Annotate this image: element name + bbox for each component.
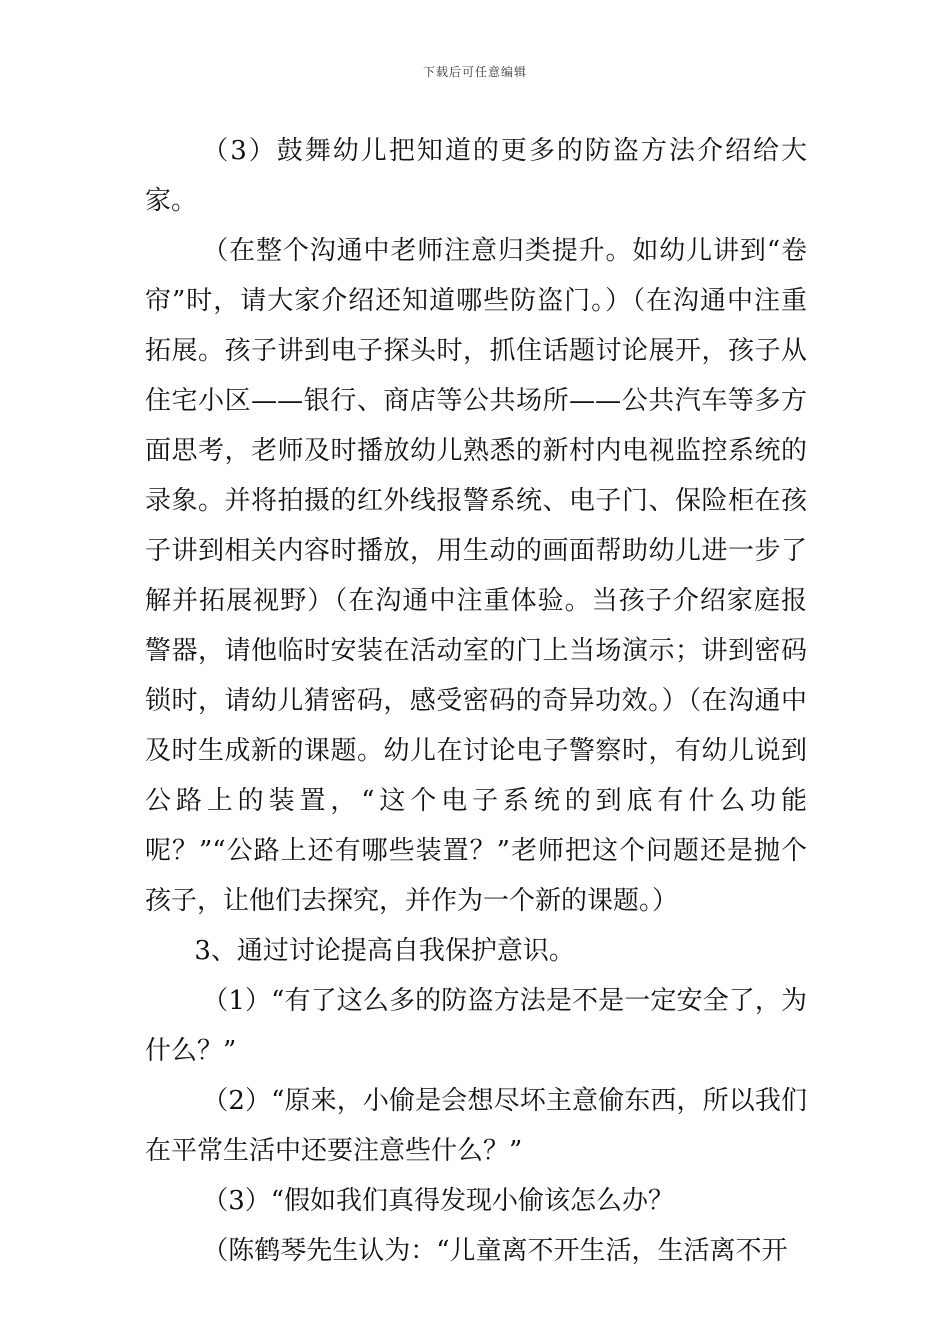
document-body <box>145 126 807 1276</box>
paragraph-communication-notes: （在整个沟通中老师注意归类提升。如幼儿讲到“卷帘”时，请大家介绍还知道哪些防盗门。）（在沟通中注重拓展。孩子讲到电子探头时，抓住话题讨论展开，孩子从住宅小区——银行、商店等公共场所——公共汽车等多方面思考，老师及时播放幼儿熟悉的新村内电视监控系统的录象。并将拍摄的红外线报警系统、电子门、保险柜在孩子讲到相关内容时播放，用生动的画面帮助幼儿进一步了解并拓展视野）（在沟通中注重体验。当孩子介绍家庭报警器，请他临时安装在活动室的门上当场演示；讲到密码锁时，请幼儿猜密码，感受密码的奇异功效。）（在沟通中及时生成新的课题。幼儿在讨论电子警察时，有幼儿说到公路上的装置，“这个电子系统的到底有什么功能呢？”“公路上还有哪些装置？”老师把这个问题还是抛个孩子，让他们去探究，并作为一个新的课题。） <box>145 236 807 916</box>
paragraph-step-3-encourage: （3）鼓舞幼儿把知道的更多的防盗方法介绍给大家。 <box>145 136 807 216</box>
page-header-note: 下载后可任意编辑 <box>422 65 527 79</box>
paragraph-section-3-heading: 3、通过讨论提高自我保护意识。 <box>194 936 575 966</box>
paragraph-chen-heqin-quote: （陈鹤琴先生认为：“儿童离不开生活，生活离不开 <box>202 1236 788 1266</box>
paragraph-question-3: （3）“假如我们真得发现小偷该怎么办？ <box>202 1186 675 1216</box>
paragraph-question-1: （1）“有了这么多的防盗方法是不是一定安全了，为什么？” <box>145 986 807 1066</box>
paragraph-question-2: （2）“原来，小偷是会想尽坏主意偷东西，所以我们在平常生活中还要注意些什么？” <box>145 1086 807 1166</box>
